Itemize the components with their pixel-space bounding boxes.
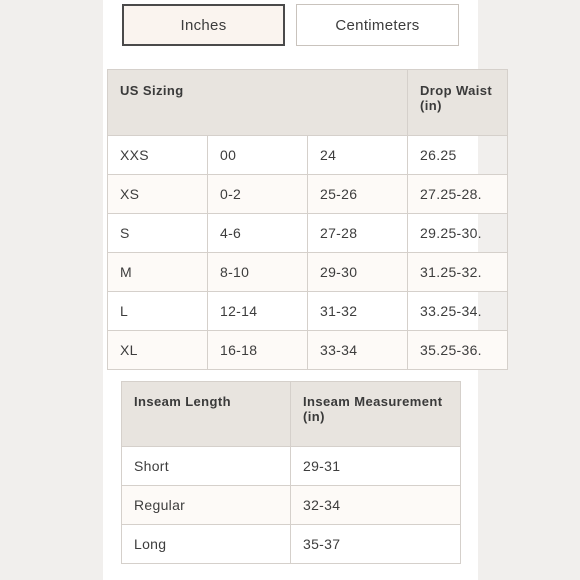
table-row — [108, 331, 508, 370]
drop-waist-value: 35.25-36. — [408, 331, 508, 370]
waist-size: 31-32 — [308, 292, 408, 331]
waist-size: 33-34 — [308, 331, 408, 370]
drop-waist-value: 29.25-30. — [408, 214, 508, 253]
us-sizing-table — [107, 69, 508, 370]
table-row — [108, 292, 508, 331]
size-label: XL — [108, 331, 208, 370]
header-inseam-measurement: Inseam Measurement (in) — [291, 382, 461, 447]
us-size-number: 0-2 — [208, 175, 308, 214]
inseam-table — [121, 381, 461, 564]
inseam-header-row — [122, 382, 461, 447]
size-label: XS — [108, 175, 208, 214]
drop-waist-value: 27.25-28. — [408, 175, 508, 214]
inches-button[interactable]: Inches — [122, 4, 285, 46]
waist-size: 24 — [308, 136, 408, 175]
table-row — [108, 136, 508, 175]
drop-waist-value: 33.25-34. — [408, 292, 508, 331]
us-size-number: 4-6 — [208, 214, 308, 253]
inseam-measurement-value: 32-34 — [291, 486, 461, 525]
drop-waist-value: 26.25 — [408, 136, 508, 175]
waist-size: 29-30 — [308, 253, 408, 292]
size-label: M — [108, 253, 208, 292]
header-us-sizing: US Sizing — [108, 70, 408, 136]
inseam-measurement-value: 35-37 — [291, 525, 461, 564]
drop-waist-value: 31.25-32. — [408, 253, 508, 292]
us-size-number: 16-18 — [208, 331, 308, 370]
us-size-number: 8-10 — [208, 253, 308, 292]
header-inseam-length: Inseam Length — [122, 382, 291, 447]
sizing-header-row — [108, 70, 508, 136]
table-row — [122, 447, 461, 486]
waist-size: 25-26 — [308, 175, 408, 214]
size-label: S — [108, 214, 208, 253]
header-drop-waist: Drop Waist (in) — [408, 70, 508, 136]
inseam-length-label: Long — [122, 525, 291, 564]
size-label: XXS — [108, 136, 208, 175]
us-size-number: 00 — [208, 136, 308, 175]
size-label: L — [108, 292, 208, 331]
table-row — [122, 525, 461, 564]
inseam-measurement-value: 29-31 — [291, 447, 461, 486]
inseam-length-label: Short — [122, 447, 291, 486]
waist-size: 27-28 — [308, 214, 408, 253]
table-row — [108, 253, 508, 292]
us-size-number: 12-14 — [208, 292, 308, 331]
size-chart-panel — [103, 0, 493, 580]
centimeters-button[interactable]: Centimeters — [296, 4, 459, 46]
table-row — [108, 175, 508, 214]
table-row — [122, 486, 461, 525]
inseam-length-label: Regular — [122, 486, 291, 525]
table-row — [108, 214, 508, 253]
